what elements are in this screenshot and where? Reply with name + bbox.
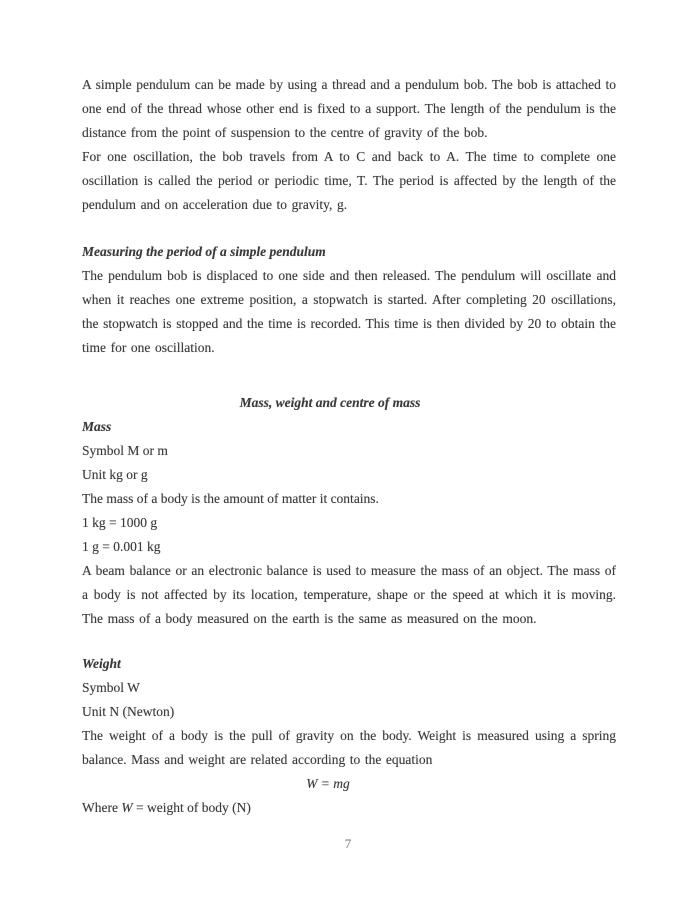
mass-unit-line: Unit kg or g — [82, 467, 148, 482]
page-number: 7 — [344, 836, 352, 851]
weight-unit-line: Unit N (Newton) — [82, 704, 175, 719]
heading-mass: Mass — [82, 419, 112, 434]
mass-conversion-g-line: 1 g = 0.001 kg — [82, 539, 161, 554]
paragraph-mass-measurement: A beam balance or an electronic balance is used to measure the mass of an object. The mass of a body is not affected by its location, temperature, shape or the speed at which it is moving. The mass of a body measured on the earth is the same as measured on the moon. — [82, 563, 616, 626]
mass-symbol-line: Symbol M or m — [82, 443, 168, 458]
where-clause-prefix: Where — [82, 800, 122, 815]
paragraph-pendulum-intro: A simple pendulum can be made by using a thread and a pendulum bob. The bob is attached to one end of the thread whose other end is fixed to a support. The length of the pendulum is the distance from the point of suspension to the centre of gravity of the bob. — [82, 77, 616, 140]
paragraph-measuring-method: The pendulum bob is displaced to one side and then released. The pendulum will oscillate and when it reaches one extreme position, a stopwatch is started. After completing 20 oscillations, the stopwatch is stopped and the time is recorded. This time is then divided by 20 to obtain the time for one oscillation. — [82, 268, 616, 355]
where-clause-line — [82, 796, 616, 820]
equation-w-equals-mg: W = mg — [306, 776, 350, 791]
paragraph-weight-definition: The weight of a body is the pull of gravity on the body. Weight is measured using a spring balance. Mass and weight are related according to the equation — [82, 728, 616, 767]
weight-symbol-line: Symbol W — [82, 680, 140, 695]
heading-measuring-period: Measuring the period of a simple pendulum — [82, 244, 326, 259]
heading-mass-weight-centre-of-mass: Mass, weight and centre of mass — [239, 395, 421, 410]
mass-conversion-kg-line: 1 kg = 1000 g — [82, 515, 158, 530]
mass-definition-line: The mass of a body is the amount of matter it contains. — [82, 491, 379, 506]
paragraph-oscillation-period: For one oscillation, the bob travels from A to C and back to A. The time to complete one oscillation is called the period or periodic time, T. The period is affected by the length of the pendulum and on acceleration due to gravity, g. — [82, 149, 616, 212]
heading-weight: Weight — [82, 656, 121, 671]
where-clause-rest: = weight of body (N) — [132, 800, 251, 815]
where-clause-variable: W — [121, 800, 133, 815]
